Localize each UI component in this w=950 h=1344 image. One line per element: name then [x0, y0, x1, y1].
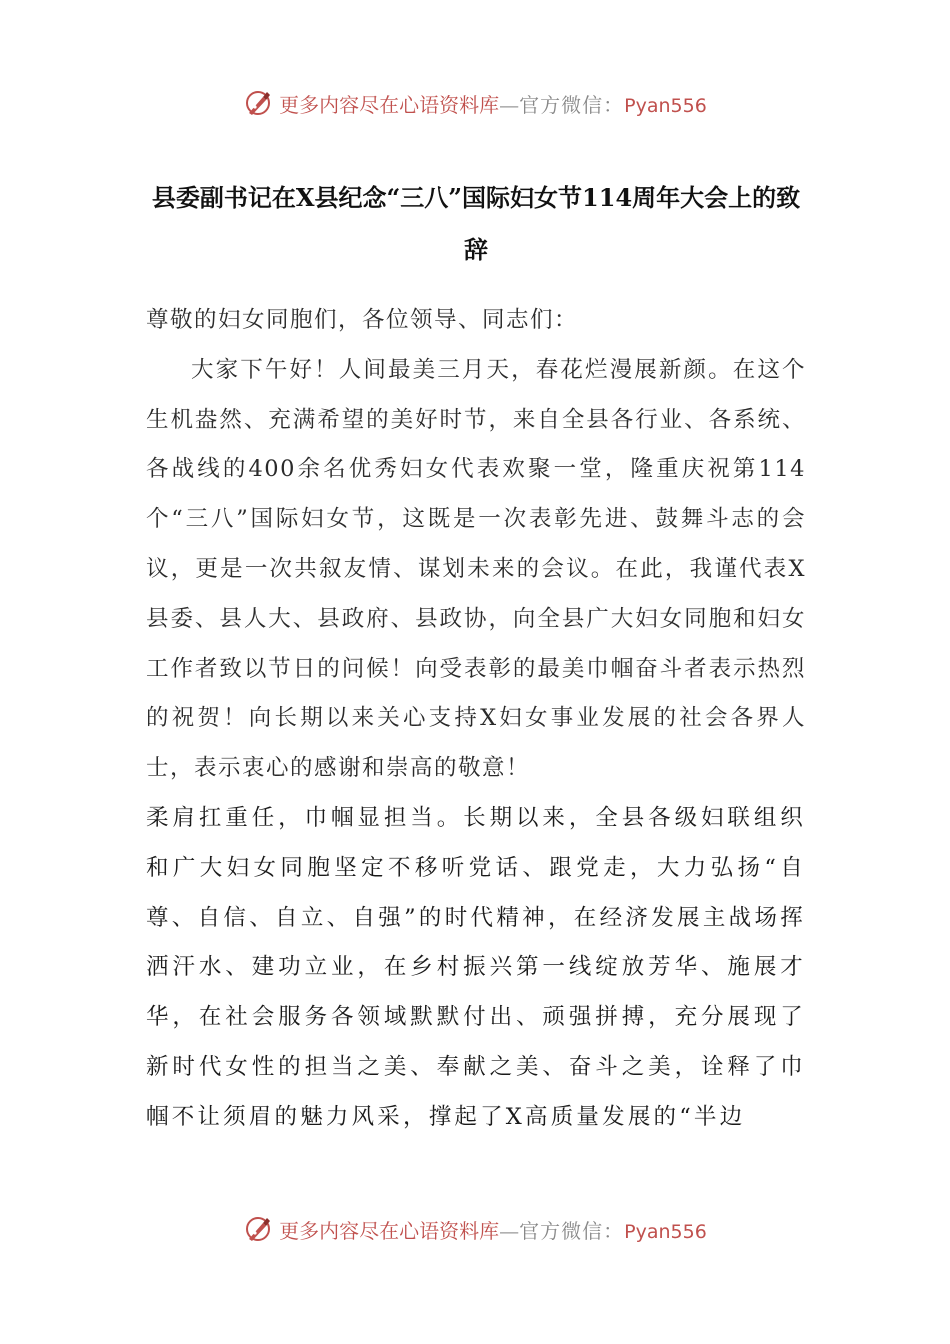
header-watermark [0, 83, 950, 123]
pen-nib-logo-icon [243, 88, 273, 118]
watermark-prefix: 更多内容尽在心语资料库 [279, 92, 500, 117]
paragraph-1: 大家下午好！人间最美三月天，春花烂漫展新颜。在这个生机盎然、充满希望的美好时节，来自全县各行业、各系统、各战线的400余名优秀妇女代表欢聚一堂，隆重庆祝第114个“三八”国际妇女节，这既是一次表彰先进、鼓舞斗志的会议，更是一次共叙友情、谋划未来的会议。在此，我谨代表X县委、县人大、县政府、县政协，向全县广大妇女同胞和妇女工作者致以节日的问候！向受表彰的最美巾帼奋斗者表示热烈的祝贺！向长期以来关心支持X妇女事业发展的社会各界人士，表示衷心的感谢和崇高的敬意！ [146, 356, 806, 782]
watermark-separator: — [499, 1218, 520, 1243]
document-title: 县委副书记在X县纪念“三八”国际妇女节114周年大会上的致辞 [151, 183, 801, 264]
watermark-label: 官方微信： [519, 1218, 625, 1243]
watermark-wechat-id: Pyan556 [624, 94, 707, 117]
document-body [146, 296, 806, 1143]
footer-watermark [0, 1209, 950, 1249]
pen-nib-logo-icon [243, 1214, 273, 1244]
watermark-text [279, 89, 707, 118]
watermark-prefix: 更多内容尽在心语资料库 [279, 1218, 500, 1243]
paragraph-2: 柔肩扛重任，巾帼显担当。长期以来，全县各级妇联组织和广大妇女同胞坚定不移听党话、跟党走，大力弘扬“自尊、自信、自立、自强”的时代精神，在经济发展主战场挥洒汗水、建功立业，在乡村振兴第一线绽放芳华、施展才华，在社会服务各领域默默付出、顽强拼搏，充分展现了新时代女性的担当之美、奉献之美、奋斗之美，诠释了巾帼不让须眉的魅力风采，撑起了X高质量发展的“半边 [146, 804, 806, 1130]
watermark-wechat-id: Pyan556 [624, 1220, 707, 1243]
watermark-text [279, 1215, 707, 1244]
watermark-label: 官方微信： [519, 92, 625, 117]
watermark-separator: — [499, 92, 520, 117]
salutation: 尊敬的妇女同胞们，各位领导、同志们： [146, 307, 579, 333]
